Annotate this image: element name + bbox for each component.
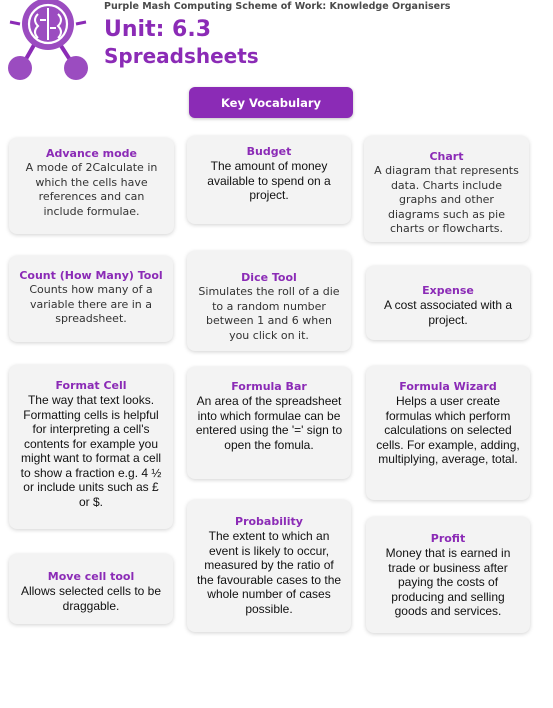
key-vocabulary-heading: Key Vocabulary [189, 87, 353, 118]
unit-title: Unit: 6.3 [104, 17, 212, 42]
brain-circuit-icon [0, 0, 100, 82]
vocab-term: Dice Tool [241, 271, 297, 284]
vocab-definition: Simulates the roll of a die to a random number between 1 and 6 when you click on it. [198, 285, 340, 342]
vocab-definition: A diagram that represents data. Charts include graphs and other diagrams such as pie charts or flowcharts. [374, 164, 519, 235]
vocab-card-count-tool [9, 256, 173, 342]
vocab-term: Budget [246, 145, 292, 158]
subject-title: Spreadsheets [104, 44, 259, 68]
vocab-term: Chart [429, 150, 464, 163]
vocab-definition: The extent to which an event is likely to occur, measured by the ratio of the favourable cases to the whole number of cases possible. [196, 529, 342, 616]
vocab-term: Advance mode [46, 147, 137, 160]
vocab-card-move-cell-tool [9, 554, 173, 624]
vocab-card-profit [366, 517, 530, 633]
vocab-term: Formula Bar [231, 380, 307, 393]
vocab-term: Probability [235, 515, 303, 528]
vocab-term: Profit [430, 532, 466, 545]
vocab-definition: A mode of 2Calculate in which the cells have references and can include formulae. [25, 161, 158, 218]
vocab-card-budget [187, 136, 351, 224]
vocab-term: Format Cell [55, 379, 127, 392]
vocab-definition: Helps a user create formulas which perform calculations on selected cells. For example, adding, multiplying, average, total. [376, 394, 520, 466]
vocab-term: Move cell tool [47, 570, 135, 583]
vocab-term: Count (How Many) Tool [19, 269, 163, 282]
vocab-definition: A cost associated with a project. [383, 298, 513, 327]
vocab-card-formula-bar [187, 367, 351, 479]
vocab-definition: The way that text looks. Formatting cells is helpful for interpreting a cell's contents for example you might want to format a cell to show a fraction e.g. 4 ½ or include units such as £ or $. [20, 393, 162, 509]
vocab-card-advance-mode [9, 138, 174, 234]
vocab-card-format-cell [9, 365, 173, 529]
vocab-card-chart [364, 136, 529, 242]
vocab-definition: Counts how many of a variable there are in a spreadsheet. [29, 283, 153, 325]
vocab-definition: Allows selected cells to be draggable. [20, 584, 162, 613]
vocab-definition: The amount of money available to spend on a project. [207, 159, 331, 202]
vocab-card-formula-wizard [366, 366, 530, 500]
vocab-card-dice-tool [187, 251, 351, 351]
vocab-card-probability [187, 500, 351, 632]
vocab-term: Expense [422, 284, 474, 297]
vocab-definition: Money that is earned in trade or business after paying the costs of producing and selling goods and services. [385, 546, 511, 618]
vocab-term: Formula Wizard [399, 380, 497, 393]
vocab-definition: An area of the spreadsheet into which formulae can be entered using the '=' sign to open the fomula. [195, 394, 343, 452]
scheme-title: Purple Mash Computing Scheme of Work: Knowledge Organisers [104, 1, 451, 12]
vocab-card-expense [366, 266, 530, 340]
